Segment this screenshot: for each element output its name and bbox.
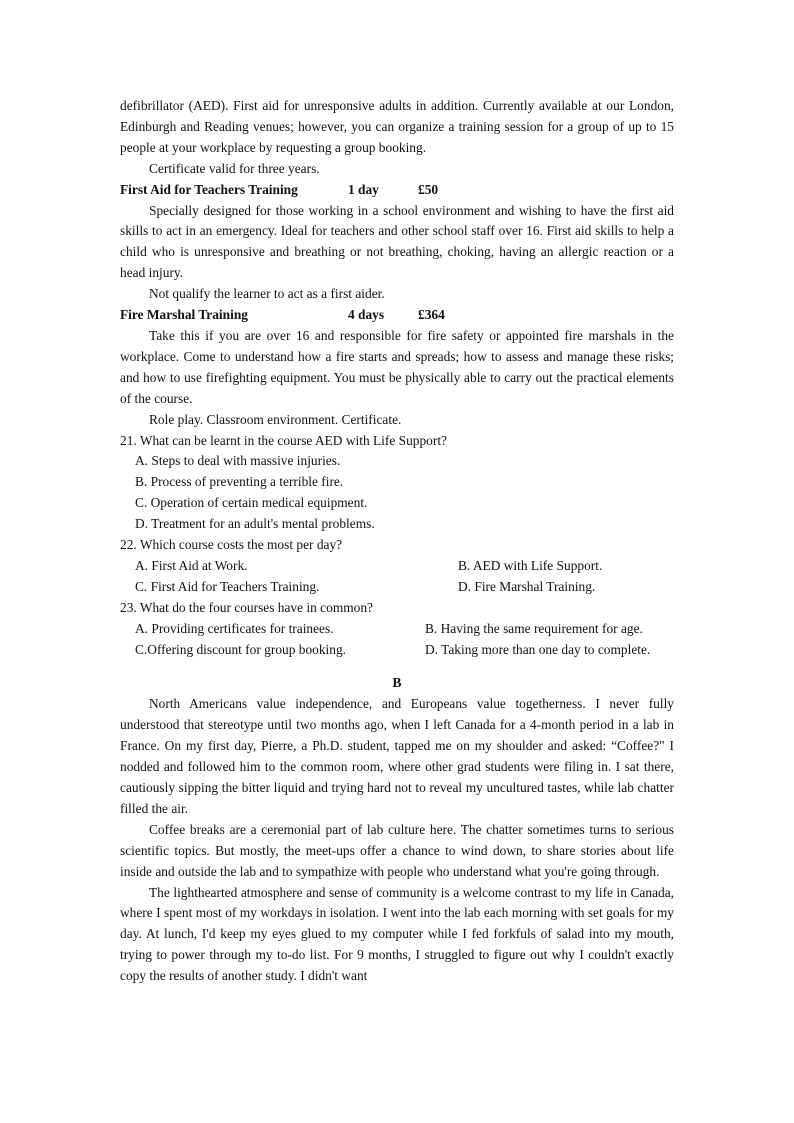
option-a: A. First Aid at Work.	[135, 557, 248, 573]
option-a: A. Providing certificates for trainees.	[135, 620, 334, 636]
option-row	[120, 619, 674, 640]
course-duration: 1 day	[348, 181, 379, 197]
intro-note: Certificate valid for three years.	[149, 160, 320, 176]
course-heading-fire-marshal	[120, 305, 674, 326]
option-d: D. Treatment for an adult's mental problems.	[135, 516, 375, 532]
option-b: B. AED with Life Support.	[458, 557, 603, 573]
section-b-heading: B	[392, 675, 402, 691]
document-page	[120, 96, 674, 987]
option-a: A. Steps to deal with massive injuries.	[135, 453, 341, 469]
option-d: D. Fire Marshal Training.	[458, 578, 596, 594]
course-price: £364	[418, 307, 445, 323]
course-description: Take this if you are over 16 and responsible for fire safety or appointed fire marshals in the workplace. Come to understand how a fire starts and spreads; how to assess and manage these risks; and how to use firefighting equipment. You must be physically able to carry out the practical elements of the course.	[120, 327, 674, 406]
course-price: £50	[418, 181, 439, 197]
passage-paragraph: Coffee breaks are a ceremonial part of lab culture here. The chatter sometimes turns to serious scientific topics. But mostly, the meet-ups offer a chance to wind down, to share stories about life inside and outside the lab and to sympathize with people who understand what you're going through.	[120, 821, 674, 879]
passage-paragraph: The lighthearted atmosphere and sense of community is a welcome contrast to my life in Canada, where I spent most of my workdays in isolation. I went into the lab each morning with set goals for my day. At lunch, I'd keep my eyes glued to my computer while I fed forkfuls of salad into my mouth, trying to power through my to-do list. For 9 months, I struggled to figure out why I couldn't exactly copy the results of another study. I didn't want	[120, 884, 674, 984]
course-title: First Aid for Teachers Training	[120, 181, 298, 197]
course-note: Role play. Classroom environment. Certificate.	[149, 411, 402, 427]
option-c: C. First Aid for Teachers Training.	[135, 578, 320, 594]
option-row	[120, 556, 674, 577]
question-23	[120, 598, 674, 661]
course-duration: 4 days	[348, 307, 385, 323]
question-stem: 21. What can be learnt in the course AED with Life Support?	[120, 432, 447, 448]
option-row	[120, 577, 674, 598]
option-b: B. Process of preventing a terrible fire.	[135, 474, 344, 490]
passage-paragraph: North Americans value independence, and Europeans value togetherness. I never fully understood that stereotype until two months ago, when I left Canada for a 4-month period in a lab in France. On my first day, Pierre, a Ph.D. student, tapped me on my shoulder and asked: “Coffee?" I nodded and followed him to the common room, where other grad students were filing in. I sat there, cautiously sipping the bitter liquid and trying hard not to reveal my uncultured tastes, while lab chatter filled the air.	[120, 696, 674, 816]
question-22	[120, 535, 674, 598]
option-row	[120, 640, 674, 661]
question-21	[120, 431, 674, 536]
option-d: D. Taking more than one day to complete.	[425, 641, 651, 657]
course-title: Fire Marshal Training	[120, 307, 248, 323]
question-stem: 22. Which course costs the most per day?	[120, 537, 343, 553]
course-heading-teachers	[120, 180, 674, 201]
intro-paragraph: defibrillator (AED). First aid for unresponsive adults in addition. Currently available at our London, Edinburgh and Reading venues; however, you can organize a training session for a group of up to 15 people at your workplace by requesting a group booking.	[120, 98, 674, 155]
course-description: Specially designed for those working in a school environment and wishing to have the first aid skills to act in an emergency. Ideal for teachers and other school staff over 16. First aid skills to help a child who is unresponsive and breathing or not breathing, choking, having an allergic reaction or a head injury.	[120, 202, 674, 281]
question-stem: 23. What do the four courses have in common?	[120, 599, 373, 615]
option-c: C. Operation of certain medical equipment.	[135, 495, 368, 511]
course-note: Not qualify the learner to act as a first aider.	[149, 286, 385, 302]
option-b: B. Having the same requirement for age.	[425, 620, 643, 636]
option-c: C.Offering discount for group booking.	[135, 641, 347, 657]
